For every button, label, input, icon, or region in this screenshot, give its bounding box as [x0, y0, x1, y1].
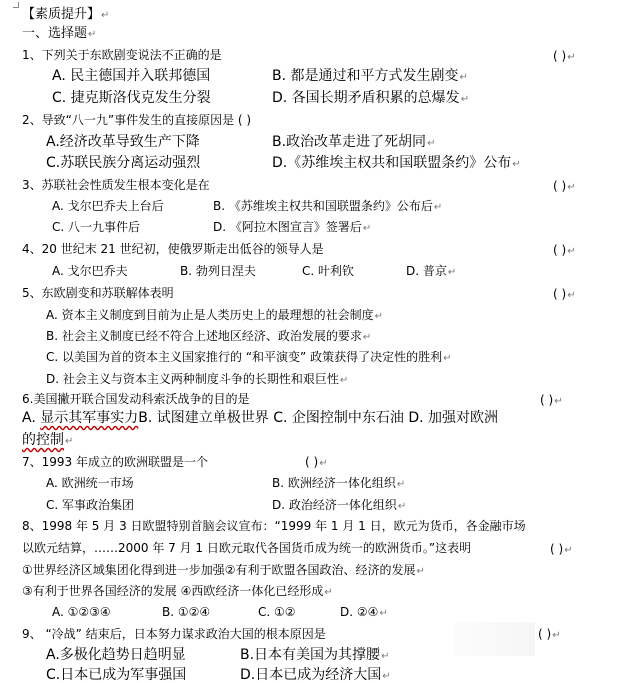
q9-option-d: D.日本已成为经济大国↵ — [240, 667, 391, 683]
q5-option-a: A. 资本主义制度到目前为止是人类历史上的最理想的社会制度↵ — [46, 308, 384, 322]
q3-option-d: D. 《阿拉木图宣言》签署后↵ — [213, 220, 372, 234]
q6-options-line: A. 显示其军事实力B. 试图建立单极世界 C. 企图控制中东石油 D. 加强对欧洲 — [22, 410, 498, 426]
question-8-continued: 以欧元结算，……2000 年 7 月 1 日欧元取代各国货币成为统一的欧洲货币。”这表明 — [22, 541, 472, 555]
q2-option-d: D.《苏维埃主权共和国联盟条约》公布↵ — [272, 155, 521, 171]
q4-option-b: B. 勃列日涅夫 — [180, 264, 256, 278]
q7-option-d: D. 政治经济一体化组织↵ — [272, 498, 407, 512]
answer-blank: ( )↵ — [553, 243, 576, 257]
answer-blank: ( )↵ — [553, 287, 576, 301]
faded-stamp-image — [455, 622, 535, 656]
q8-statement-1-2: ①世界经济区域集团化得到进一步加强②有利于欧盟各国政治、经济的发展↵ — [22, 563, 425, 577]
answer-blank: ( )↵ — [305, 455, 328, 469]
question-4: 4、20 世纪末 21 世纪初，使俄罗斯走出低谷的领导人是 — [22, 242, 324, 256]
q2-option-a: A.经济改革导致生产下降 — [46, 134, 200, 150]
q1-option-b: B. 都是通过和平方式发生剧变↵ — [272, 68, 468, 84]
q3-option-a: A. 戈尔巴乔夫上台后 — [52, 199, 164, 213]
q5-option-b: B. 社会主义制度已经不符合上述地区经济、政治发展的要求↵ — [46, 329, 372, 343]
answer-blank: ( )↵ — [553, 49, 576, 63]
q4-option-a: A. 戈尔巴乔夫 — [52, 264, 128, 278]
q2-option-b: B.政治改革走进了死胡同↵ — [272, 134, 436, 150]
question-6: 6.美国撇开联合国发动科索沃战争的目的是 — [22, 392, 250, 406]
question-2: 2、导致“八一九”事件发生的直接原因是 ( ) — [22, 113, 252, 127]
q1-option-d: D. 各国长期矛盾积累的总爆发↵ — [272, 90, 470, 106]
q9-option-b: B.日本有美国为其撑腰↵ — [240, 647, 390, 663]
question-3: 3、苏联社会性质发生根本变化是在 — [22, 178, 210, 192]
section-title: 【素质提升】↵ — [22, 7, 110, 22]
question-9: 9、 “冷战” 结束后，日本努力谋求政治大国的根本原因是 — [22, 627, 326, 641]
q3-option-b: B. 《苏维埃主权共和国联盟条约》公布后↵ — [213, 199, 443, 213]
page-corner-mark — [13, 2, 19, 8]
question-1: 1、下列关于东欧剧变说法不正确的是 — [22, 48, 222, 62]
q8-option-d: D. ②④↵ — [340, 605, 388, 619]
q1-option-a: A. 民主德国并入联邦德国 — [52, 68, 211, 84]
q9-option-c: C.日本已成为军事强国 — [46, 667, 187, 683]
q9-option-a: A.多极化趋势日趋明显 — [46, 647, 186, 663]
answer-blank: ( )↵ — [553, 179, 576, 193]
q3-option-c: C. 八一九事件后 — [52, 220, 141, 234]
question-8: 8、1998 年 5 月 3 日欧盟特别首脑会议宣布：“1999 年 1 月 1 日，欧元为货币，各金融市场 — [22, 519, 526, 533]
question-7: 7、1993 年成立的欧洲联盟是一个 — [22, 455, 208, 469]
q8-statement-3-4: ③有利于世界各国经济的发展 ④西欧经济一体化已经形成↵ — [22, 584, 333, 598]
answer-blank: ( )↵ — [550, 542, 573, 556]
q4-option-c: C. 叶利钦 — [302, 264, 355, 278]
q8-option-b: B. ①②④ — [162, 605, 211, 619]
q8-option-c: C. ①② — [258, 605, 296, 619]
q7-option-b: B. 欧洲经济一体化组织↵ — [272, 476, 406, 490]
q1-option-c: C. 捷克斯洛伐克发生分裂 — [52, 90, 211, 106]
q4-option-d: D. 普京↵ — [406, 264, 457, 278]
q5-option-d: D. 社会主义与资本主义两种制度斗争的长期性和艰巨性↵ — [46, 372, 349, 386]
answer-blank: ( )↵ — [540, 393, 563, 407]
answer-blank: ( )↵ — [538, 627, 561, 641]
q7-option-c: C. 军事政治集团 — [46, 498, 135, 512]
q6-options-continued: 的控制↵ — [22, 432, 74, 448]
subtitle: 一、选择题↵ — [22, 26, 97, 41]
question-5: 5、东欧剧变和苏联解体表明 — [22, 286, 174, 300]
q5-option-c: C. 以美国为首的资本主义国家推行的 “和平演变” 政策获得了决定性的胜利↵ — [46, 350, 452, 364]
q2-option-c: C.苏联民族分离运动强烈 — [46, 155, 201, 171]
q7-option-a: A. 欧洲统一市场 — [46, 476, 134, 490]
q8-option-a: A. ①②③④ — [52, 605, 111, 619]
